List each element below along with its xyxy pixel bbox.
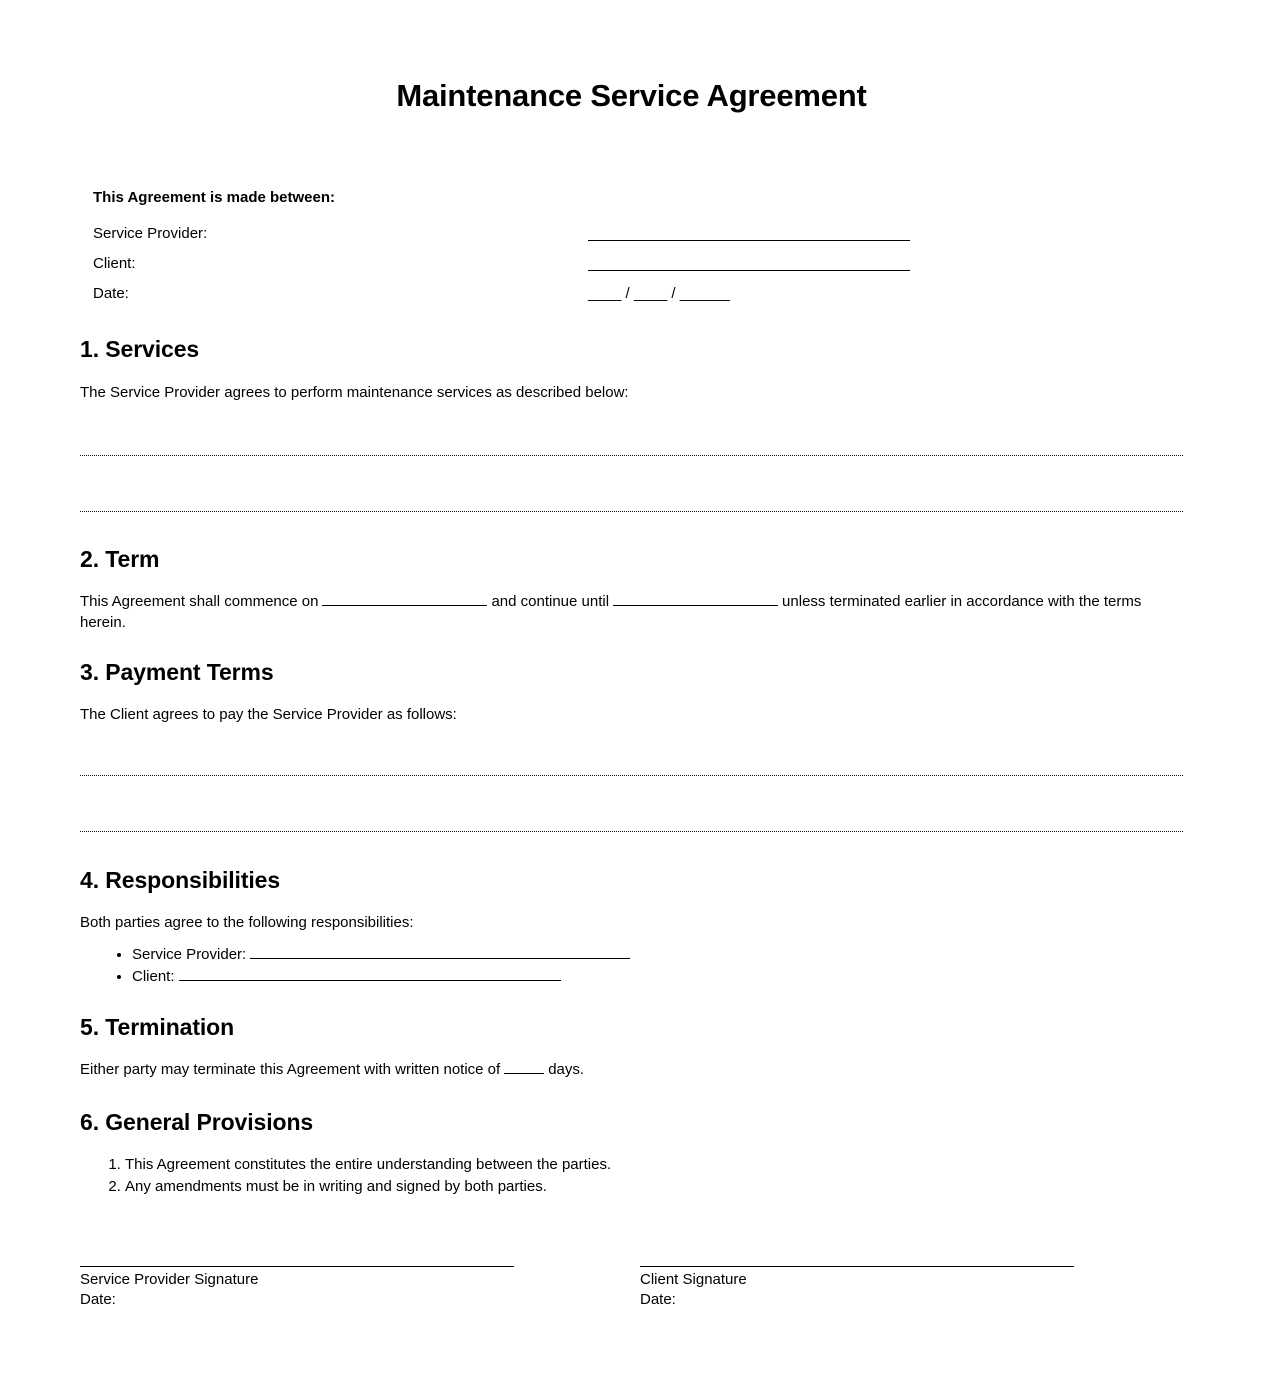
signature-block-service-provider (80, 1266, 514, 1310)
list-item (132, 944, 630, 966)
termination-text-after: days. (548, 1061, 585, 1078)
termination-notice-days-field[interactable] (504, 1059, 544, 1074)
term-text-middle: and continue until (491, 593, 610, 610)
section-heading-termination: 5. Termination (80, 1014, 235, 1040)
signature-block-client (640, 1266, 1074, 1310)
section-body-term (80, 591, 1183, 633)
responsibility-client-field[interactable] (179, 966, 561, 981)
service-provider-name-field[interactable] (588, 225, 910, 241)
responsibility-label-client: Client: (132, 968, 175, 985)
party-label-date: Date: (93, 285, 129, 302)
payment-blank-line-1[interactable] (80, 775, 1183, 776)
term-text-before: This Agreement shall commence on (80, 593, 319, 610)
term-end-date-field[interactable] (613, 591, 778, 606)
list-item: 1. This Agreement constitutes the entire understanding between the parties. (125, 1154, 611, 1176)
responsibility-service-provider-field[interactable] (250, 944, 630, 959)
section-heading-payment-terms: 3. Payment Terms (80, 659, 274, 685)
term-start-date-field[interactable] (322, 591, 487, 606)
section-heading-term: 2. Term (80, 546, 160, 572)
section-intro-responsibilities: Both parties agree to the following responsibilities: (80, 914, 414, 931)
client-date-label: Date: (640, 1291, 676, 1308)
section-heading-services: 1. Services (80, 336, 200, 362)
section-intro-payment-terms: The Client agrees to pay the Service Provider as follows: (80, 706, 457, 723)
service-provider-signature-label: Service Provider Signature (80, 1271, 259, 1288)
page-title: Maintenance Service Agreement (396, 78, 867, 113)
agreement-date-field[interactable]: ____ / ____ / ______ (588, 285, 730, 302)
service-provider-signature-line[interactable] (80, 1266, 514, 1267)
services-blank-line-2[interactable] (80, 511, 1183, 512)
term-text-after: unless terminated earlier in accordance with the terms herein. (80, 593, 1142, 631)
party-label-service-provider: Service Provider: (93, 225, 208, 242)
party-row-service-provider (93, 225, 1093, 255)
termination-text-before: Either party may terminate this Agreement with written notice of (80, 1061, 501, 1078)
responsibilities-list (108, 944, 630, 988)
client-signature-label: Client Signature (640, 1271, 747, 1288)
list-item: 2. Any amendments must be in writing and signed by both parties. (125, 1176, 611, 1198)
list-item (132, 966, 630, 988)
service-provider-date-label: Date: (80, 1291, 116, 1308)
section-intro-services: The Service Provider agrees to perform maintenance services as described below: (80, 384, 629, 401)
parties-block (93, 189, 1093, 315)
party-row-date (93, 285, 1093, 315)
section-heading-responsibilities: 4. Responsibilities (80, 867, 281, 893)
parties-heading: This Agreement is made between: (93, 189, 336, 206)
responsibility-label-service-provider: Service Provider: (132, 946, 247, 963)
client-name-field[interactable] (588, 255, 910, 271)
section-body-termination (80, 1059, 1183, 1080)
party-row-client (93, 255, 1093, 285)
general-provisions-list (101, 1154, 611, 1198)
section-heading-general-provisions: 6. General Provisions (80, 1109, 314, 1135)
client-signature-line[interactable] (640, 1266, 1074, 1267)
services-blank-line-1[interactable] (80, 455, 1183, 456)
payment-blank-line-2[interactable] (80, 831, 1183, 832)
party-label-client: Client: (93, 255, 136, 272)
